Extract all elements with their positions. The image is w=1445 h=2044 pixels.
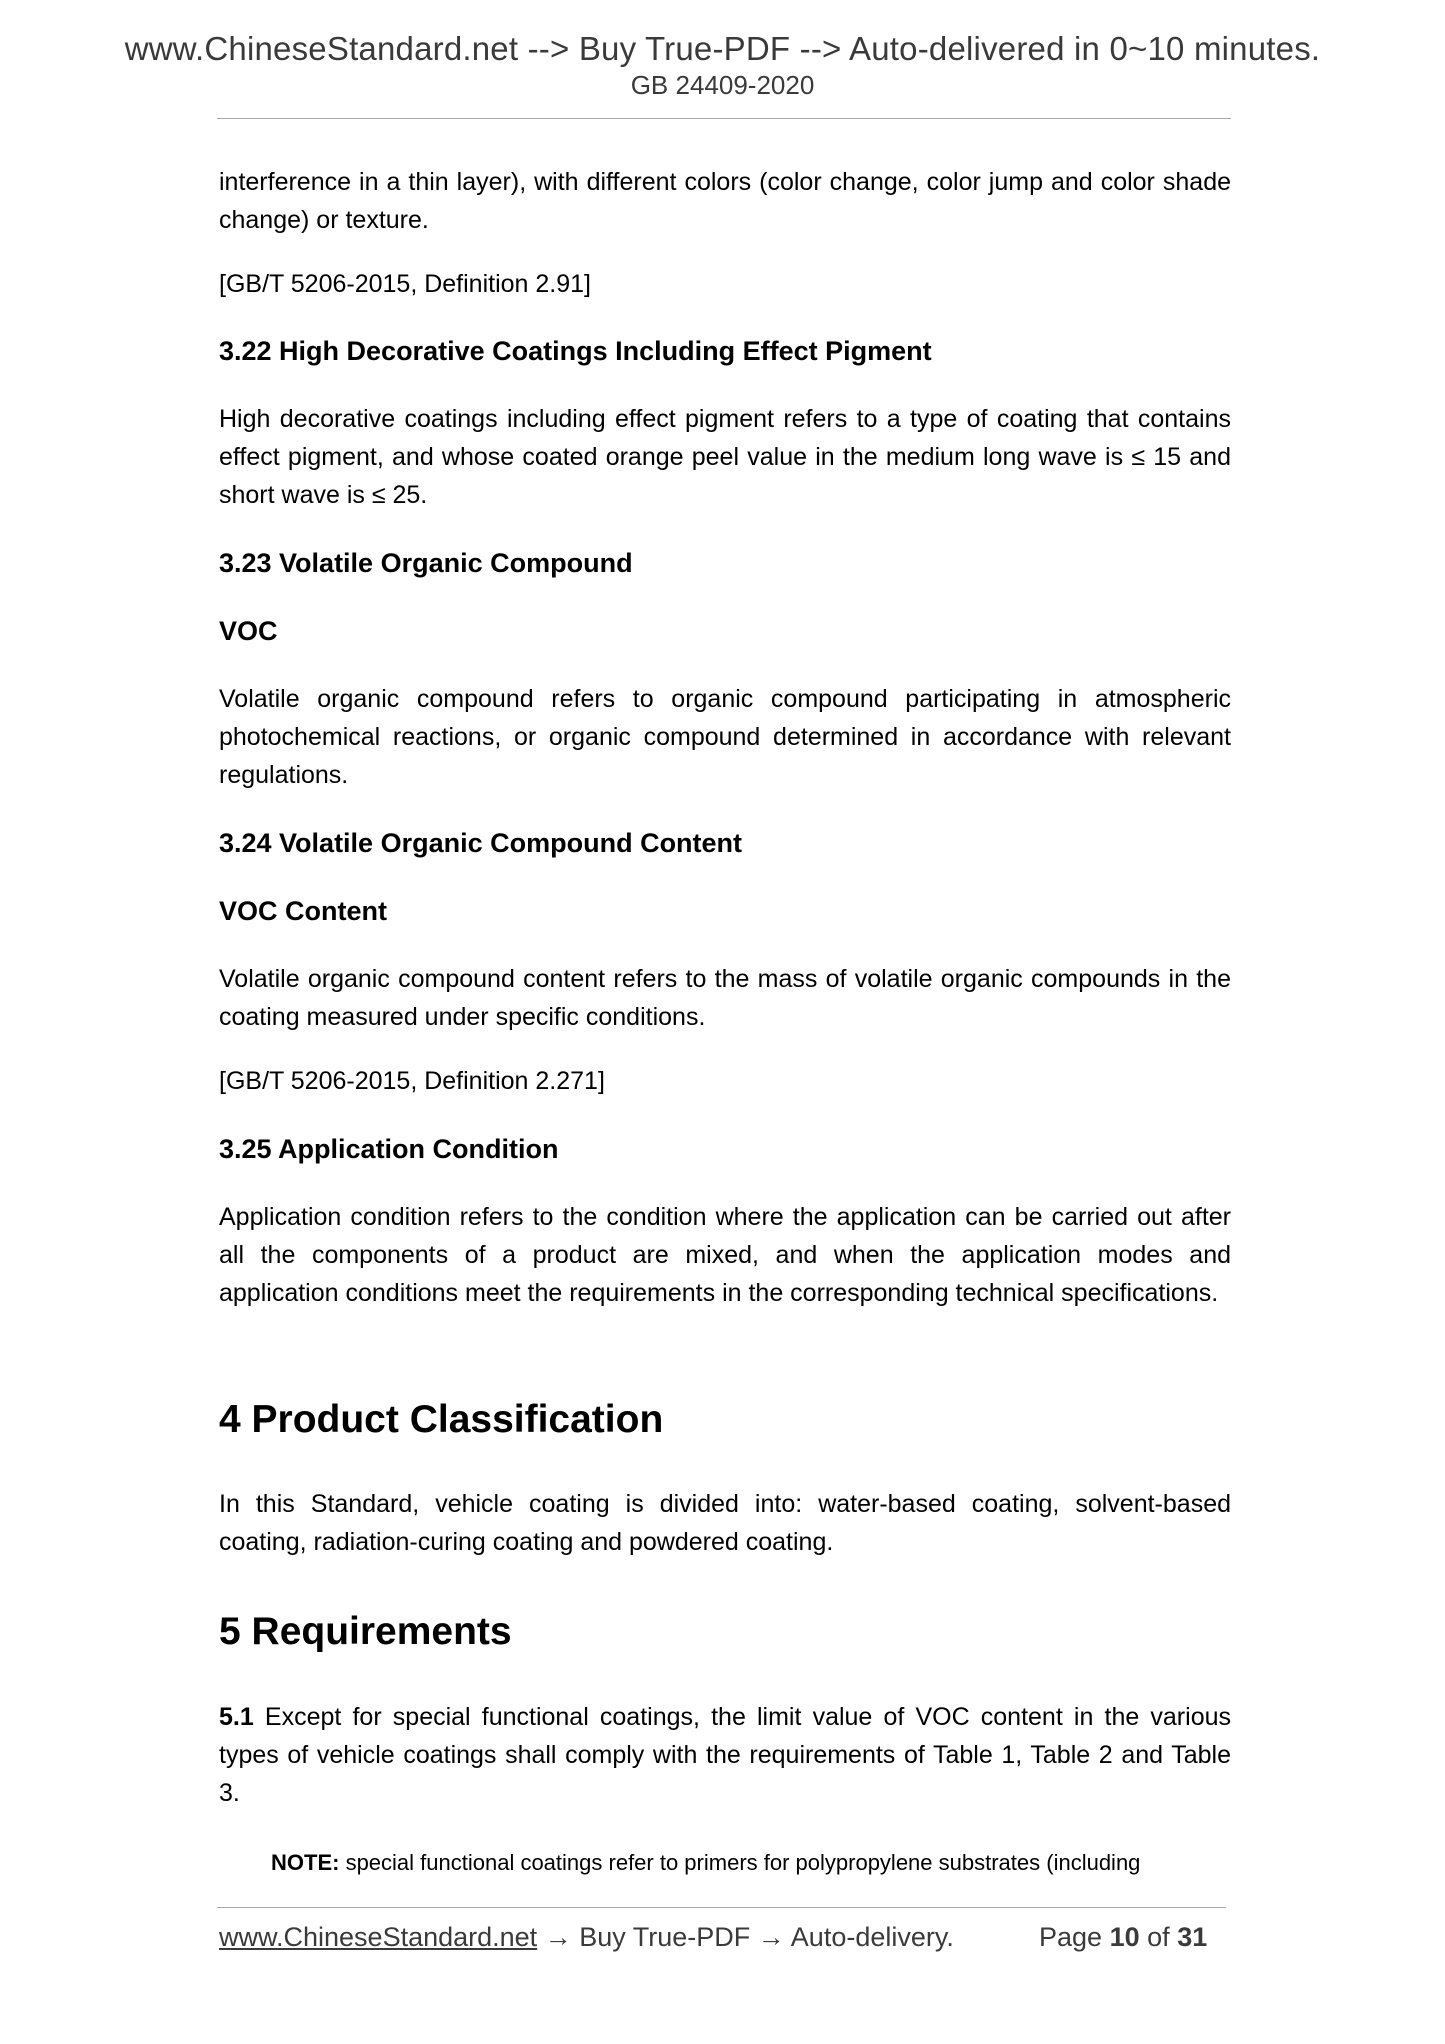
footer-delivery-text: Auto-delivery. (790, 1922, 954, 1952)
site-banner: www.ChineseStandard.net --> Buy True-PDF --> Auto-delivered in 0~10 minutes. (124, 30, 1321, 67)
paragraph-3-23: Volatile organic compound refers to organic compound participating in atmospheric photochemical reactions, or organic compound determined in accordance with relevant regulations. (219, 685, 1231, 789)
paragraph-3-24: Volatile organic compound content refers to the mass of volatile organic compounds in the coating measured under specific conditions. (219, 965, 1231, 1031)
page-total: 31 (1177, 1922, 1208, 1952)
note-paragraph (271, 1846, 1231, 1880)
arrow-icon: → (544, 1922, 572, 1952)
standard-code: GB 24409-2020 (630, 70, 815, 100)
arrow-icon: → (757, 1922, 785, 1952)
heading-section-4: 4 Product Classification (219, 1398, 664, 1441)
reference-definition-2-91: [GB/T 5206-2015, Definition 2.91] (219, 270, 591, 298)
note-text: special functional coatings refer to primers for polypropylene substrates (including (339, 1850, 1141, 1875)
heading-3-23: 3.23 Volatile Organic Compound (219, 548, 633, 578)
clause-text-5-1: Except for special functional coatings, the limit value of VOC content in the various types of vehicle coatings shall comply with the requirements of Table 1, Table 2 and Table 3. (219, 1703, 1231, 1807)
header-divider (217, 118, 1231, 119)
heading-voc: VOC (219, 616, 278, 646)
heading-section-5: 5 Requirements (219, 1610, 512, 1653)
paragraph-3-22: High decorative coatings including effect pigment refers to a type of coating that contains effect pigment, and whose coated orange peel value in the medium long wave is ≤ 15 and short wave is ≤ 25. (219, 405, 1231, 509)
footer-divider (217, 1907, 1226, 1908)
paragraph-section-4: In this Standard, vehicle coating is divided into: water-based coating, solvent-based coating, radiation-curing coating and powdered coating. (219, 1490, 1231, 1556)
of-label: of (1147, 1922, 1170, 1952)
footer-site-link[interactable]: www.ChineseStandard.net (219, 1922, 538, 1952)
page-number: 10 (1109, 1922, 1140, 1952)
clause-number-5-1: 5.1 (219, 1703, 254, 1731)
paragraph-intro: interference in a thin layer), with different colors (color change, color jump and color shade change) or texture. (219, 168, 1231, 234)
footer-buy-text: Buy True-PDF (579, 1922, 751, 1952)
paragraph-3-25: Application condition refers to the condition where the application can be carried out after all the components of a product are mixed, and when the application modes and application conditions meet the requirements in the corresponding technical specifications. (219, 1203, 1231, 1307)
heading-3-25: 3.25 Application Condition (219, 1134, 559, 1164)
page-indicator (1039, 1922, 1207, 1953)
heading-voc-content: VOC Content (219, 896, 387, 926)
reference-definition-2-271: [GB/T 5206-2015, Definition 2.271] (219, 1067, 605, 1095)
heading-3-24: 3.24 Volatile Organic Compound Content (219, 828, 743, 858)
page-label: Page (1039, 1922, 1103, 1952)
note-label: NOTE: (271, 1850, 340, 1875)
paragraph-5-1 (219, 1698, 1231, 1812)
page-footer (219, 1922, 1231, 1953)
heading-3-22: 3.22 High Decorative Coatings Including Effect Pigment (219, 336, 932, 366)
